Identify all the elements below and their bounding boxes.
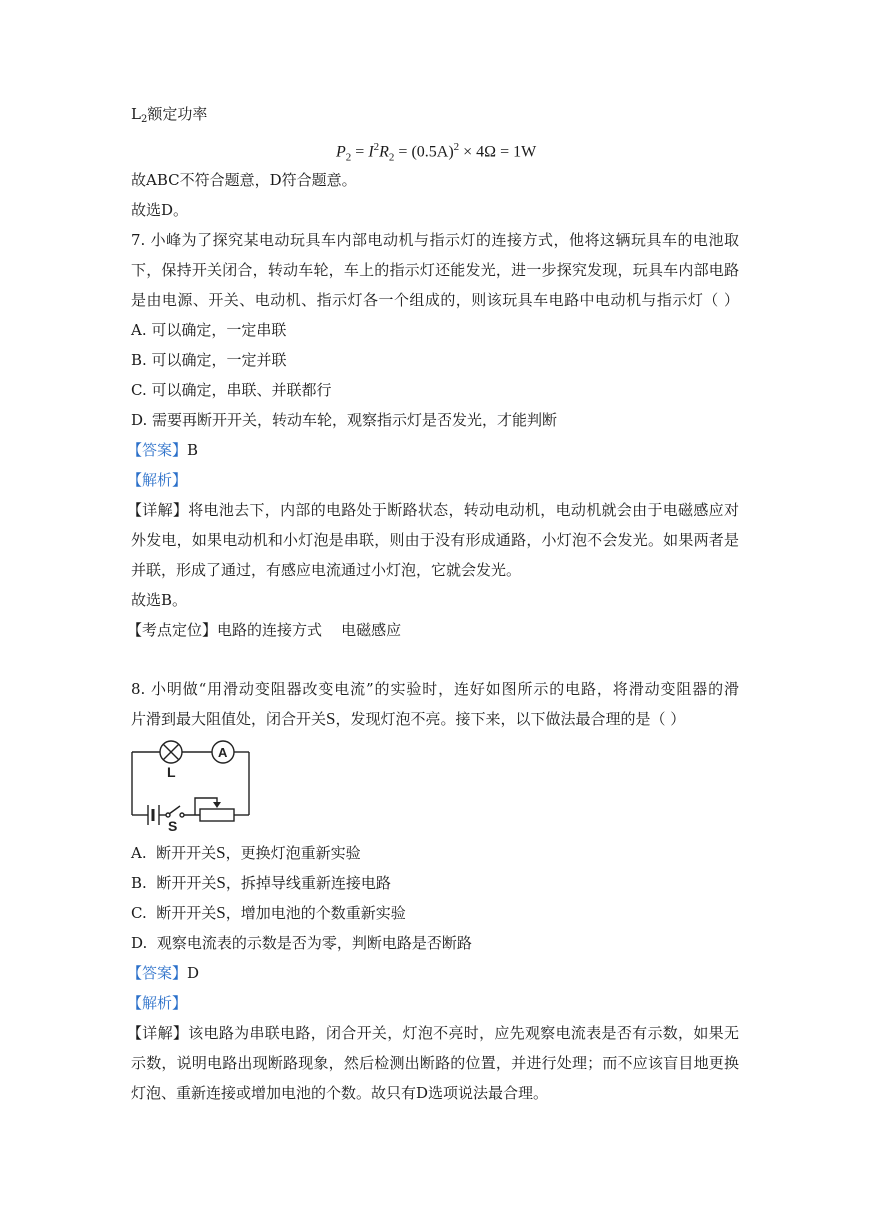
circuit-diagram xyxy=(128,738,254,834)
q8-detail-line: 示数，说明电路出现断路现象，然后检测出断路的位置，并进行处理；而不应该盲目地更换 xyxy=(131,1054,739,1072)
q7-option-c: C. 可以确定，串联、并联都行 xyxy=(131,381,332,399)
q8-option-c: C. 断开开关S，增加电池的个数重新实验 xyxy=(131,903,406,922)
q8-option-a: A. 断开开关S，更换灯泡重新实验 xyxy=(131,843,361,862)
q8-detail-tag: 【详解】 xyxy=(127,1024,189,1042)
l2-power-heading: $L_2$额定功率 xyxy=(131,105,208,125)
q7-analysis-tag: 【解析】 xyxy=(127,471,188,489)
q8-stem-line: 片滑到最大阻值处，闭合开关S，发现灯泡不亮。接下来，以下做法最合理的是（ ） xyxy=(131,709,686,728)
q7-stem-line: 下，保持开关闭合，转动车轮，车上的指示灯还能发光，进一步探究发现，玩具车内部电路 xyxy=(131,261,739,279)
prev-conclusion: 故ABC不符合题意，D符合题意。 xyxy=(131,171,357,189)
switch-icon xyxy=(166,806,184,817)
q8-option-d: D. 观察电流表的示数是否为零，判断电路是否断路 xyxy=(131,934,472,952)
q7-stem-line: 是由电源、开关、电动机、指示灯各一个组成的，则该玩具车电路中电动机与指示灯（ ） xyxy=(131,291,739,309)
lamp-label: L xyxy=(167,764,176,780)
q8-option-b: B. 断开开关S，拆掉导线重新连接电路 xyxy=(131,873,391,892)
q8-answer: 【答案】D xyxy=(127,964,200,982)
q7-detail-line: 并联，形成了通过，有感应电流通过小灯泡，它就会发光。 xyxy=(131,561,522,579)
slider-arrow-icon xyxy=(213,802,221,808)
switch-label: S xyxy=(168,818,178,834)
q7-topic: 【考点定位】电路的连接方式 电磁感应 xyxy=(127,621,402,639)
q7-stem-line: 7. 小峰为了探究某电动玩具车内部电动机与指示灯的连接方式，他将这辆玩具车的电池取 xyxy=(131,231,739,249)
q8-detail-line: 灯泡、重新连接或增加电池的个数。故只有D选项说法最合理。 xyxy=(131,1084,549,1102)
q8-detail-line: 【详解】该电路为串联电路，闭合开关，灯泡不亮时，应先观察电流表是否有示数，如果无 xyxy=(127,1024,739,1042)
power-formula: $P_2 = I^2R_2 = (0.5A)^2 \times 4\Omega = 1W$ xyxy=(336,141,537,164)
prev-choice: 故选D。 xyxy=(131,201,189,219)
q7-option-b: B. 可以确定，一定并联 xyxy=(131,351,287,369)
q7-detail-tag: 【详解】 xyxy=(127,501,189,519)
rheostat-icon xyxy=(195,798,234,821)
q8-stem-line: 8. 小明做“用滑动变阻器改变电流”的实验时，连好如图所示的电路，将滑动变阻器的滑 xyxy=(131,680,739,698)
q7-detail-line: 外发电，如果电动机和小灯泡是串联，则由于没有形成通路，小灯泡不会发光。如果两者是 xyxy=(131,531,739,549)
q7-choice: 故选B。 xyxy=(131,591,188,609)
ammeter-label: A xyxy=(218,745,228,760)
q7-detail-line: 【详解】将电池去下，内部的电路处于断路状态，转动电动机，电动机就会由于电磁感应对 xyxy=(127,501,739,519)
q7-option-d: D. 需要再断开开关，转动车轮，观察指示灯是否发光，才能判断 xyxy=(131,411,558,429)
q8-analysis-tag: 【解析】 xyxy=(127,994,188,1012)
battery-icon xyxy=(148,805,159,825)
q7-topic-tag: 【考点定位】 xyxy=(127,621,218,639)
q7-answer: 【答案】B xyxy=(127,441,199,459)
q7-option-a: A. 可以确定，一定串联 xyxy=(131,321,287,339)
lamp-icon xyxy=(160,741,182,763)
